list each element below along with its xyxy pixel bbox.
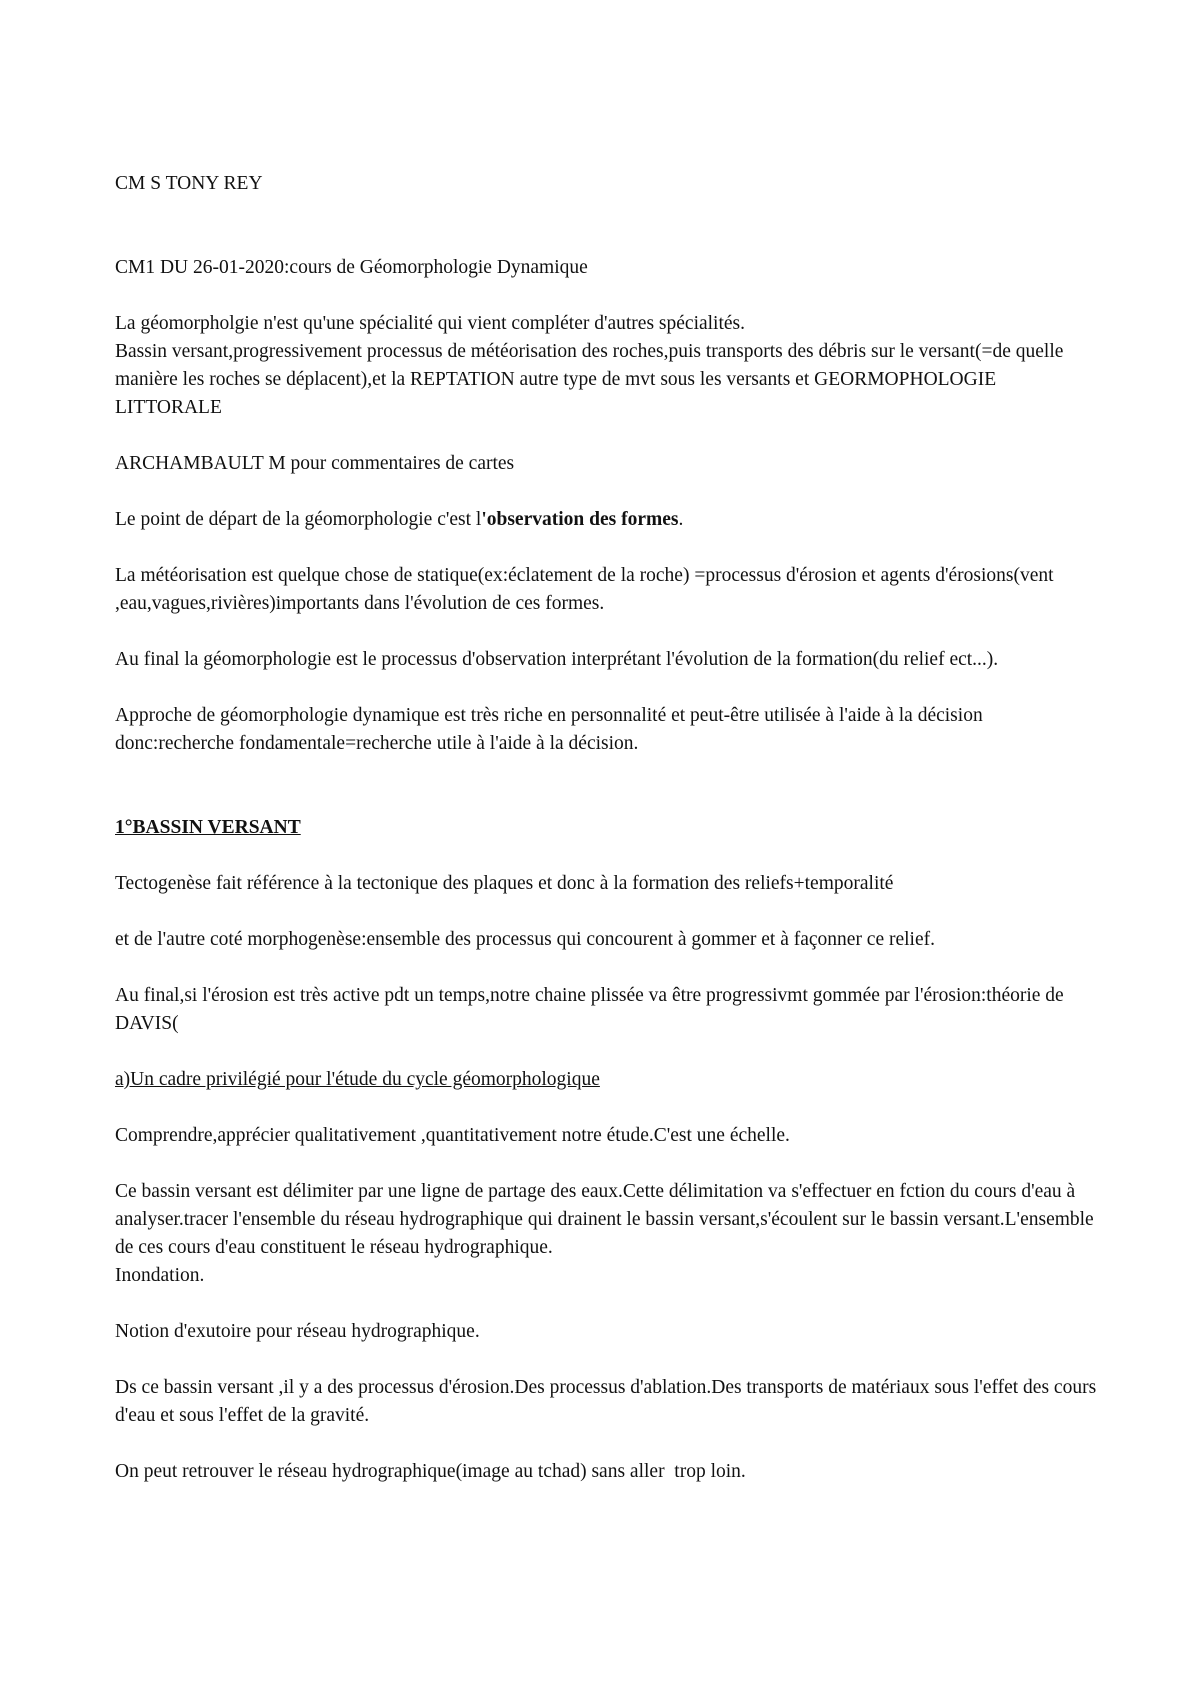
paragraph-approach: Approche de géomorphologie dynamique est très riche en personnalité et peut-être utilisée à l'aide à la décision donc:recherche fondamentale=recherche utile à l'aide à la décision. — [115, 705, 988, 754]
paragraph-morphogenese: et de l'autre coté morphogenèse:ensemble des processus qui concourent à gommer et à façonner ce relief. — [115, 929, 935, 950]
document-header: CM S TONY REY — [115, 173, 263, 194]
paragraph-tchad: On peut retrouver le réseau hydrographique(image au tchad) sans aller trop loin. — [115, 1461, 746, 1482]
paragraph-bassin-delimitation: Ce bassin versant est délimiter par une ligne de partage des eaux.Cette délimitation va s'effectuer en fction du cours d'eau à analyser.tracer l'ensemble du réseau hydrographique qui drainent le bassin versant,s'écoulent sur le bassin versant.L'ensemble de ces cours d'eau constituent le réseau hydrographique. Inondation. — [115, 1181, 1094, 1286]
paragraph-comprendre: Comprendre,apprécier qualitativement ,quantitativement notre étude.C'est une échelle. — [115, 1125, 790, 1146]
section-heading — [115, 814, 1100, 842]
paragraph-final: Au final la géomorphologie est le processus d'observation interprétant l'évolution de la formation(du relief ect...). — [115, 649, 999, 670]
paragraph-erosion: Ds ce bassin versant ,il y a des processus d'érosion.Des processus d'ablation.Des transports de matériaux sous l'effet des cours d'eau et sous l'effet de la gravité. — [115, 1377, 1102, 1426]
paragraph-starting-point — [115, 506, 1100, 534]
paragraph-archambault: ARCHAMBAULT M pour commentaires de cartes — [115, 453, 515, 474]
section-heading-text: 1°BASSIN VERSANT — [115, 817, 301, 838]
subsection-heading-text: a)Un cadre privilégié pour l'étude du cycle géomorphologique — [115, 1069, 600, 1090]
paragraph-intro: La géomorpholgie n'est qu'une spécialité qui vient compléter d'autres spécialités. Bassin versant,progressivement processus de météorisation des roches,puis transports des débris sur le versant(=de quelle manière les roches se déplacent),et la REPTATION autre type de mvt sous les versants et GEORMOPHOLOGIE LITTORALE — [115, 313, 1064, 418]
subsection-heading — [115, 1066, 1100, 1094]
paragraph-davis: Au final,si l'érosion est très active pdt un temps,notre chaine plissée va être progressivmt gommée par l'érosion:théorie de DAVIS( — [115, 985, 1069, 1034]
paragraph-starting-point-text: Le point de départ de la géomorphologie c'est l — [115, 509, 482, 530]
paragraph-exutoire: Notion d'exutoire pour réseau hydrographique. — [115, 1321, 480, 1342]
course-title: CM1 DU 26-01-2020:cours de Géomorphologie Dynamique — [115, 257, 588, 278]
paragraph-starting-point-bold: 'observation des formes — [481, 509, 679, 530]
paragraph-tectogenese: Tectogenèse fait référence à la tectonique des plaques et donc à la formation des reliefs+temporalité — [115, 873, 894, 894]
paragraph-starting-point-end: . — [678, 509, 684, 530]
paragraph-meteorisation: La météorisation est quelque chose de statique(ex:éclatement de la roche) =processus d'érosion et agents d'érosions(vent ,eau,vagues,rivières)importants dans l'évolution de ces formes. — [115, 565, 1059, 614]
document-body — [115, 170, 1100, 1514]
